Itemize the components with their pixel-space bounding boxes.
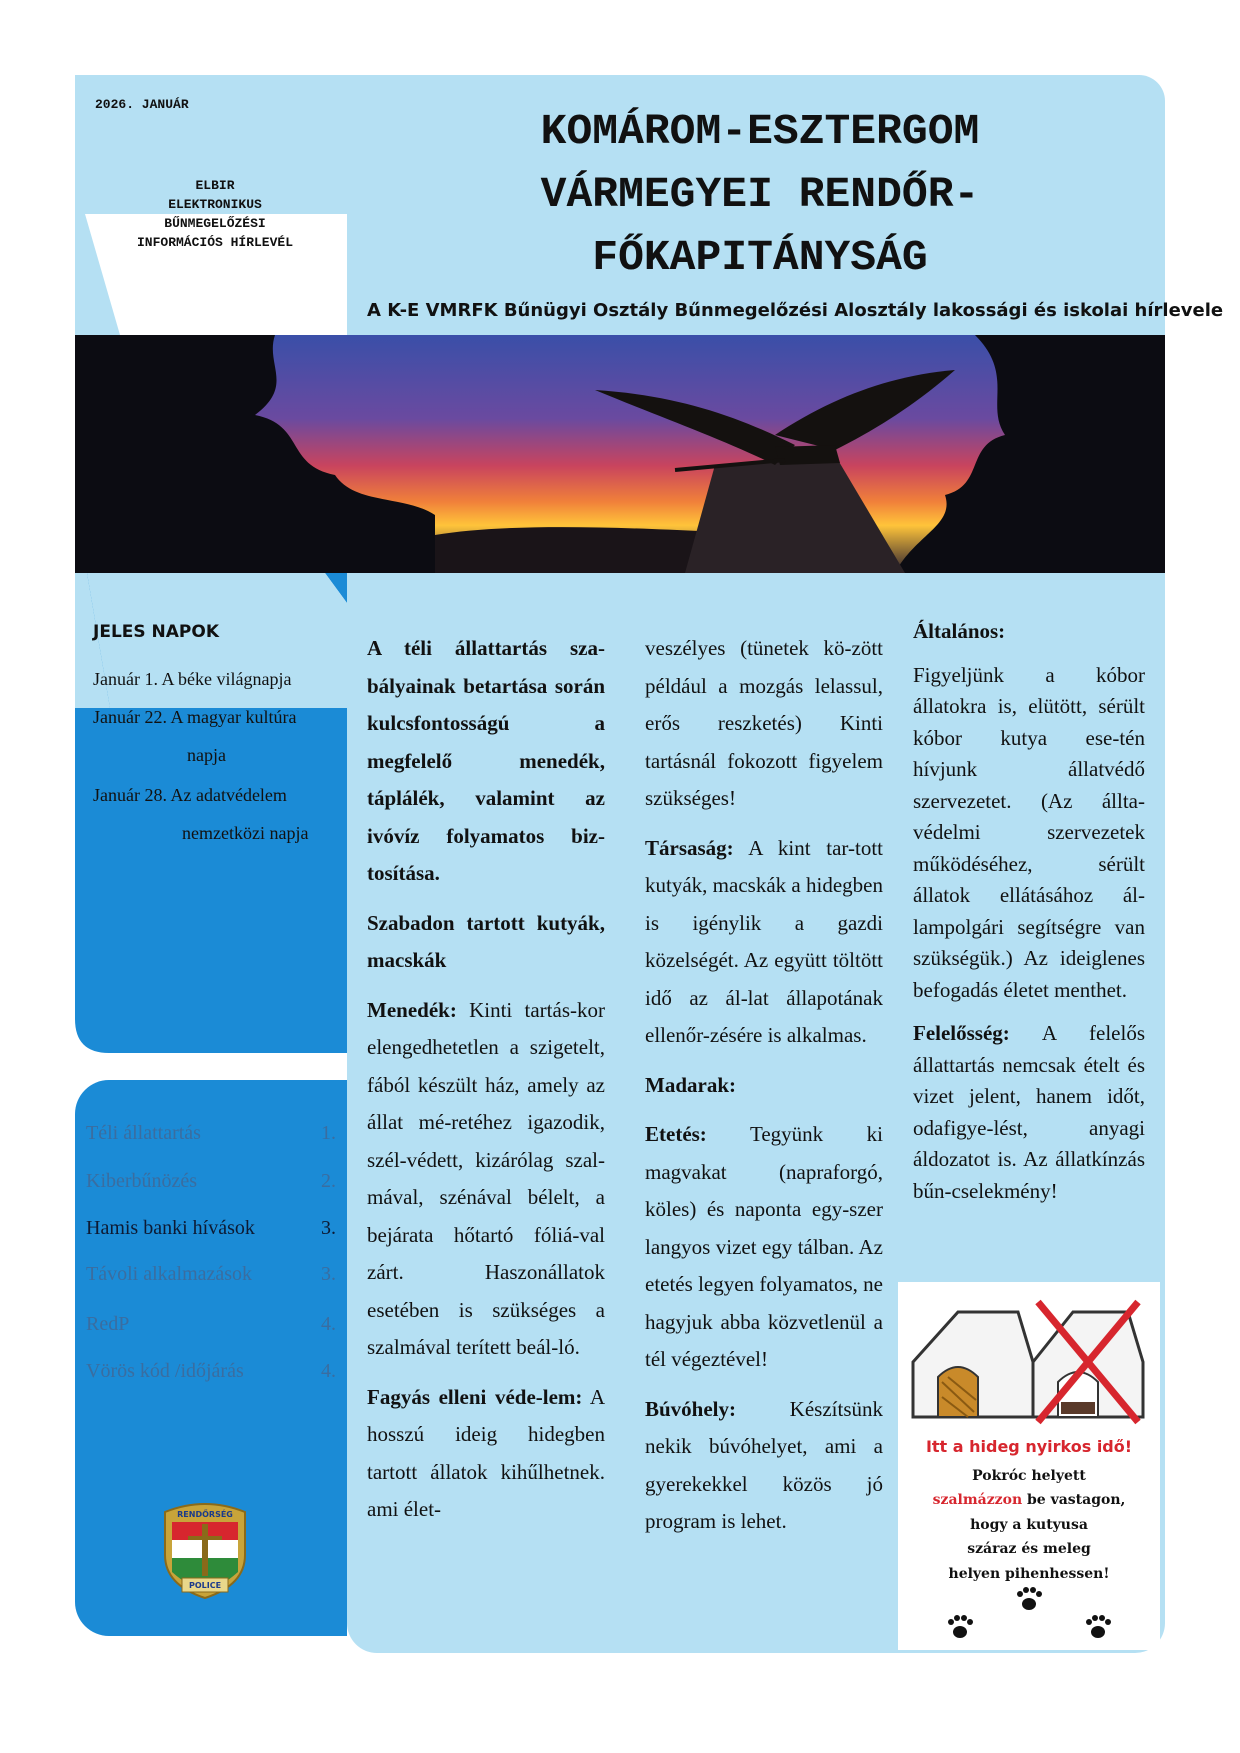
article-column-2: veszélyes (tünetek kö-zött például a mozgás lelassul, erős reszketés) Kinti tartásnál fokozott figyelem szükséges! Társaság: A kint tar-tott kutyák, macskák a hidegben is igénylik a gazdi közelségét. Az együtt töltött idő az ál-lat állapotának ellenőr-zésére is alkalmas. Madarak: Etetés: Tegyünk ki magvakat (napraforgó, köles) és naponta egy-szer langyos vizet egy tálban. Az etetés legyen folyamatos, ne hagyjuk abba közvetlenül a tél végeztével! Búvóhely: Készítsünk nekik búvóhelyet, ami a gyerekekkel közös jó program is lehet. bbox=[645, 636, 883, 1533]
jeles-item: Január 22. A magyar kultúra bbox=[93, 707, 297, 727]
jeles-item: napja bbox=[187, 745, 226, 765]
toc-item[interactable]: Téli állattartás 1. bbox=[86, 1122, 336, 1144]
article-column-3: Általános: Figyeljünk a kóbor állatokra is, elütött, sérült kóbor kutya ese-tén hívjunk állatvédő szervezetet. (Az állta-védelmi szervezetek működéséhez, sérült állatok ellátásához ál-lampolgári segítségre van szükségük.) Az ideiglenes befogadás életet menthet. Felelősség: A felelős állattartás nemcsak ételt és vizet jelent, hanem időt, odafigye-lést, anyagi áldozatot is. Az állatkínzás bűn-cselekmény! bbox=[913, 619, 1145, 1203]
toc-item[interactable]: Hamis banki hívások 3. bbox=[86, 1217, 336, 1239]
section-heading: Szabadon tartott kutyák, macskák bbox=[367, 910, 605, 972]
svg-text:helyen pihenhessen!: helyen pihenhessen! bbox=[948, 1566, 1110, 1582]
article-column-1: A téli állattartás sza-bályainak betartása során kulcsfontosságú a megfelelő menedék, táplálék, valamint az ivóvíz folyamatos biz-tosítása. Szabadon tartott kutyák, macskák Menedék: Kinti tartás-kor elengedhetetlen a szigetelt, fából készült ház, amely az állat mé-retéhez igazodik, szél-védett, kizárólag szal-mával, szénával bélelt, a bejárata hőtartó fóliá-val zárt. Haszonállatok esetében is szükséges a szalmával terített beál-ló. Fagyás elleni véde-lem: A hosszú ideig hidegben tartott állatok kihűlhetnek. ami élet- bbox=[367, 636, 605, 1521]
issue-date: 2026. JANUÁR bbox=[95, 97, 189, 112]
dog-house-poster bbox=[898, 1282, 1160, 1650]
svg-text:RENDŐRSÉG: RENDŐRSÉG bbox=[177, 1510, 233, 1519]
svg-text:Itt a hideg nyirkos idő!: Itt a hideg nyirkos idő! bbox=[925, 1437, 1133, 1456]
jeles-item: Január 28. Az adatvédelem bbox=[93, 785, 287, 805]
section-heading: Madarak: bbox=[645, 1072, 736, 1097]
jeles-napok-title: JELES NAPOK bbox=[93, 622, 220, 642]
elbir-label: ELBIR ELEKTRONIKUS BŰNMEGELŐZÉSI INFORMÁCIÓS HÍRLEVÉL bbox=[136, 178, 294, 250]
svg-text:száraz és meleg: száraz és meleg bbox=[967, 1541, 1091, 1557]
svg-text:hogy a kutyusa: hogy a kutyusa bbox=[970, 1517, 1088, 1533]
newsletter-subtitle: A K-E VMRFK Bűnügyi Osztály Bűnmegelőzési Alosztály lakossági és iskolai hírlevele bbox=[367, 300, 1224, 321]
toc-item[interactable]: Kiberbűnözés 2. bbox=[86, 1170, 336, 1192]
police-badge-logo bbox=[160, 1500, 250, 1600]
svg-text:szalmázzon be vastagon,: szalmázzon be vastagon, bbox=[932, 1492, 1126, 1508]
toc-item[interactable]: Vörös kód /időjárás 4. bbox=[86, 1360, 336, 1382]
toc-item[interactable]: Távoli alkalmazások 3. bbox=[86, 1263, 336, 1285]
jeles-item: nemzetközi napja bbox=[182, 823, 309, 843]
jeles-item: Január 1. A béke világnapja bbox=[93, 669, 292, 689]
newsletter-title: KOMÁROM-ESZTERGOM VÁRMEGYEI RENDŐR- FŐKAPITÁNYSÁG bbox=[540, 107, 980, 282]
section-heading: Általános: bbox=[913, 619, 1006, 643]
svg-text:POLICE: POLICE bbox=[188, 1581, 222, 1590]
svg-text:Pokróc helyett: Pokróc helyett bbox=[972, 1468, 1086, 1484]
intro-paragraph: A téli állattartás sza-bályainak betartása során kulcsfontosságú a megfelelő menedék, táplálék, valamint az ivóvíz folyamatos biz-tosítása. bbox=[367, 636, 605, 885]
toc-item[interactable]: RedP 4. bbox=[86, 1313, 336, 1335]
header-photo-turul-sunset bbox=[75, 335, 1165, 573]
